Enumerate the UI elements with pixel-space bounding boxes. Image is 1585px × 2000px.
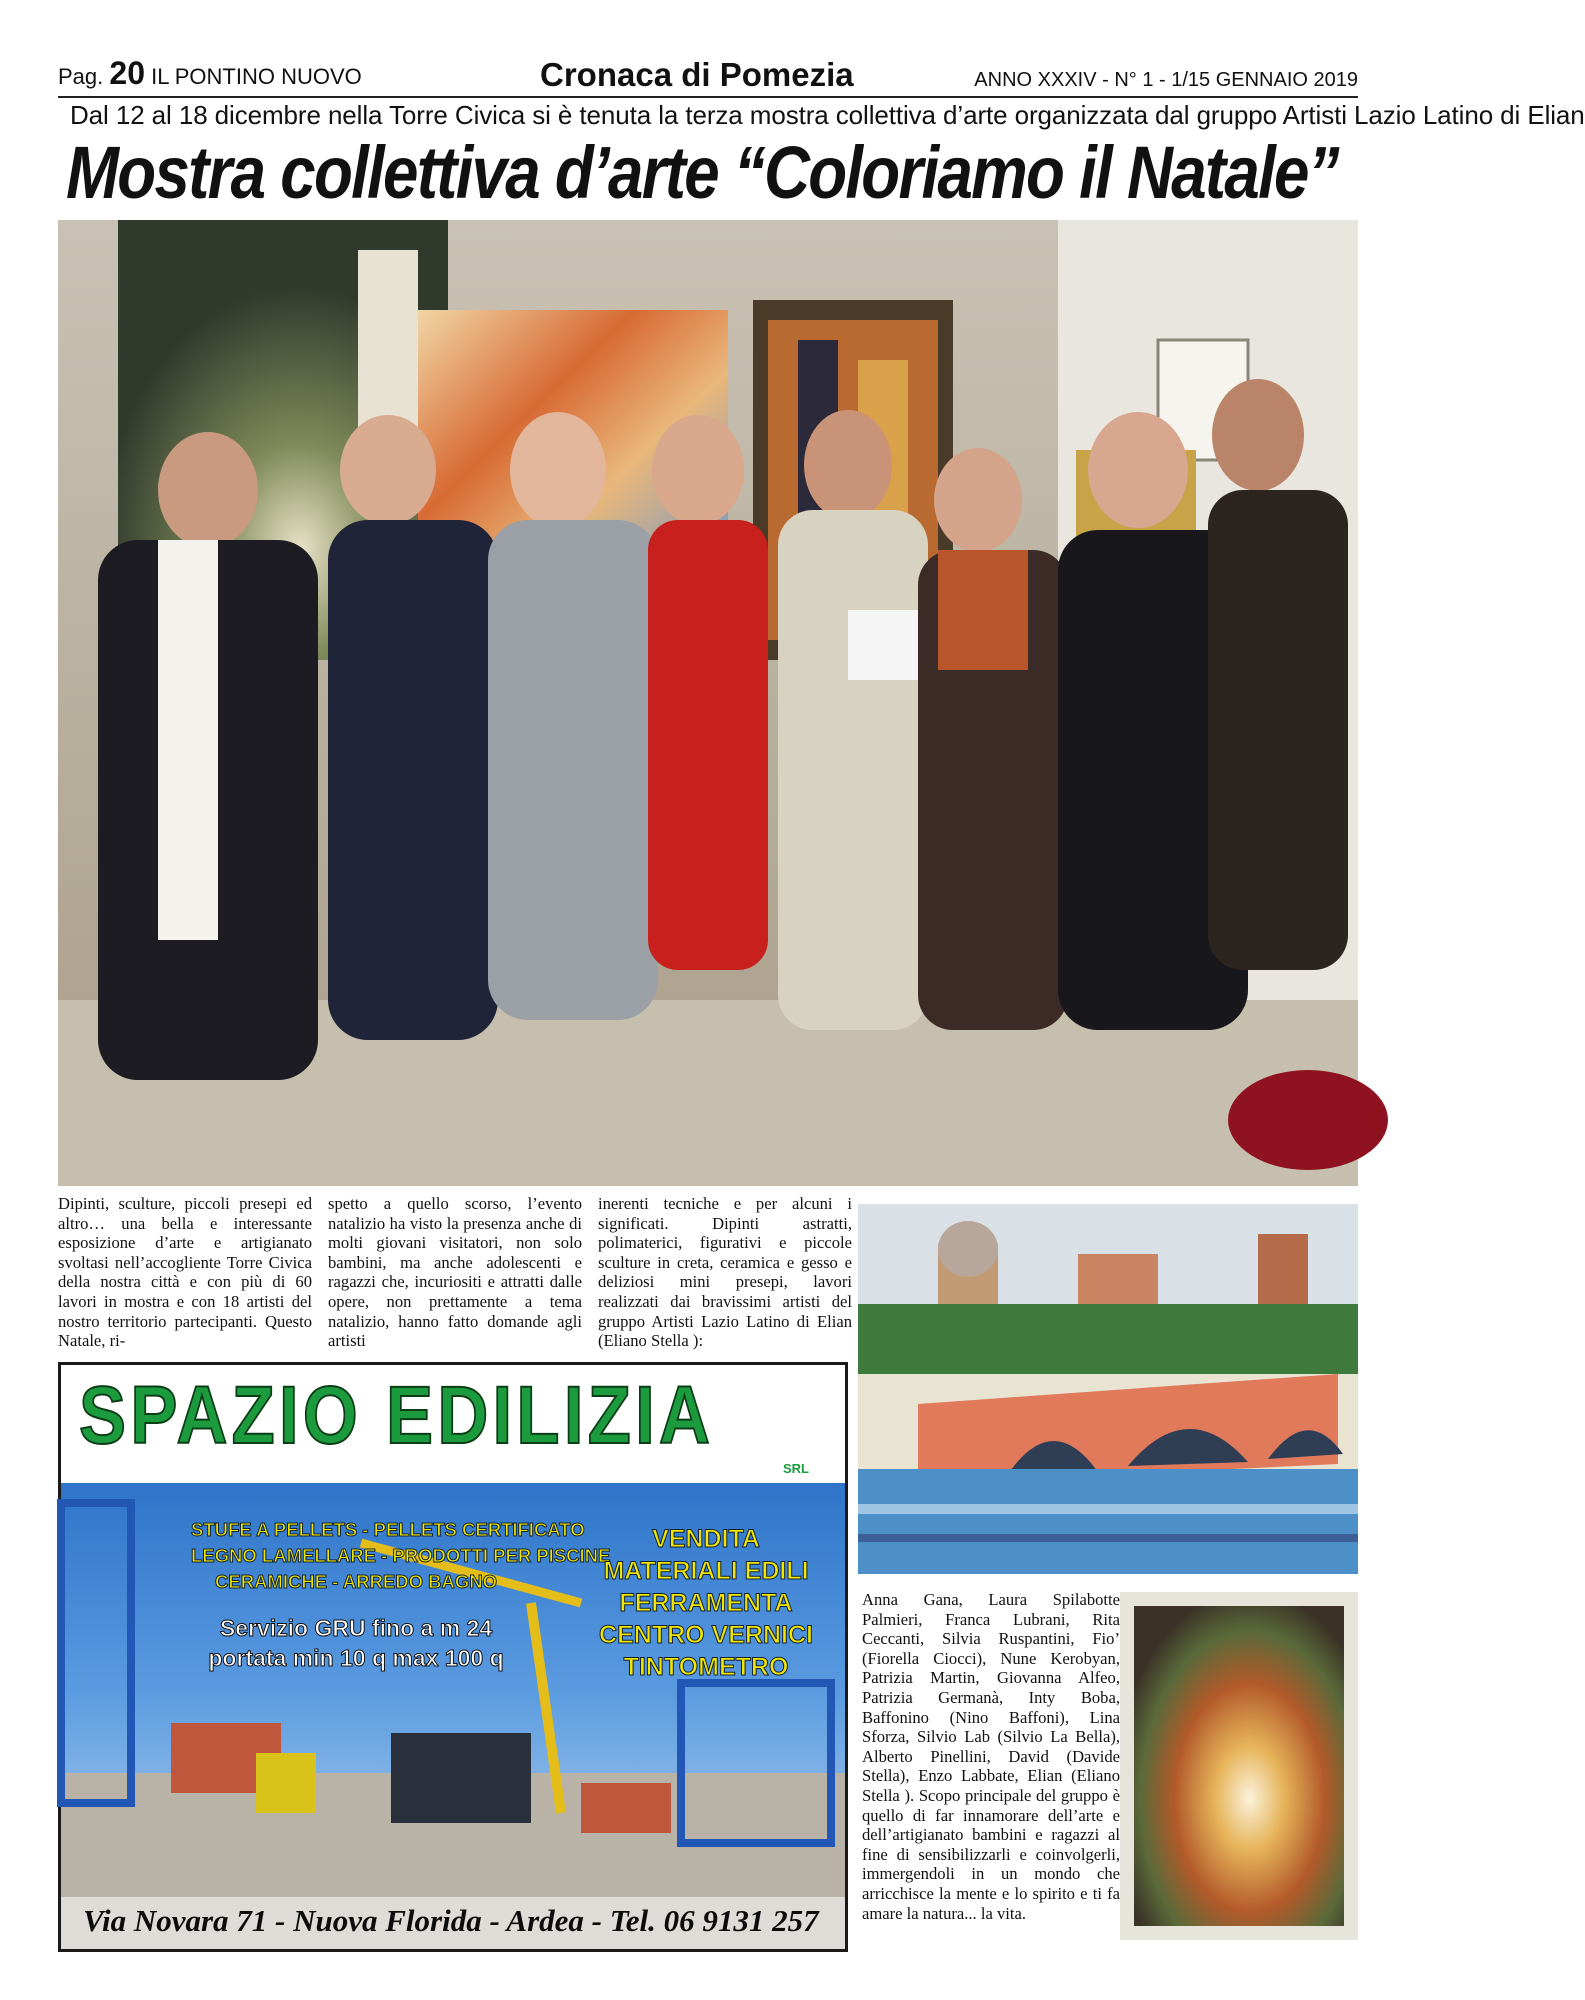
abstract-painting-illustration [1120, 1592, 1358, 1940]
ad-products-left [191, 1517, 611, 1595]
article-subtitle: Dal 12 al 18 dicembre nella Torre Civica si è tenuta la terza mostra collettiva d’arte organizzata dal gruppo Artisti Lazio Latino di Elian [70, 100, 1585, 130]
ad-product-line-1: STUFE A PELLETS - PELLETS CERTIFICATO [191, 1519, 585, 1540]
issue-info: ANNO XXXIV - N° 1 - 1/15 GENNAIO 2019 [974, 69, 1358, 91]
ad-right-line-3: FERRAMENTA [619, 1589, 793, 1617]
article-headline: Mostra collettiva d’arte “Coloriamo il Natale” [66, 131, 1338, 214]
group-photo [58, 220, 1358, 1186]
ad-products-right [581, 1523, 831, 1683]
group-photo-illustration [58, 220, 1358, 1186]
page-number: 20 [109, 55, 145, 91]
section-title: Cronaca di Pomezia [540, 56, 854, 93]
ad-footer [61, 1897, 845, 1949]
newspaper-name: IL PONTINO NUOVO [151, 64, 362, 89]
ad-right-line-5: TINTOMETRO [623, 1653, 789, 1681]
article-column-4: Anna Gana, Laura Spilabotte Palmieri, Franca Lubrani, Rita Ceccanti, Silvia Ruspantini, Fio’ (Fiorella Ciocci), Nune Kerobyan, Patrizia Martin, Giovanna Alfeo, Patrizia Germanà, Inty Boba, Baffonino (Nino Baffoni), Lina Sforza, Silvio Lab (Silvio La Bella), Alberto Pinellini, David (Davide Stella), Enzo Labbate, Elian (Eliano Stella ). Scopo principale del gruppo è quello di far innamorare dell’arte e dell’artigianato bambini e ragazzi al fine di sensibilizzarli e coinvolgerli, immergendoli in un mondo che arricchisce la mente e lo spirito e ti fa amare la natura... la vita. [862, 1590, 1120, 1923]
ad-brand: SPAZIO EDILIZIA [79, 1370, 715, 1461]
ad-photo [61, 1483, 845, 1949]
article-column-1: Dipinti, sculture, piccoli presepi ed altro… una bella e interessante esposizione d’arte e artigianato svoltasi nell’accogliente Torre Civica della nostra città e con più di 60 lavori in mostra e con 18 artisti del nostro territorio partecipanti. Questo Natale, ri- [58, 1194, 312, 1351]
ad-right-line-1: VENDITA [652, 1525, 760, 1553]
article-column-2: spetto a quello scorso, l’evento natalizio ha visto la presenza anche di molti giovani visitatori, non solo bambini, ma anche adolescenti e ragazzi che, incuriositi e attratti dalle opere, non prettamente a tema natalizio, hanno fatto domande agli artisti [328, 1194, 582, 1351]
page-header [58, 56, 1358, 98]
abstract-painting [1120, 1592, 1358, 1940]
spazio-edilizia-ad [58, 1362, 848, 1952]
ad-brand-suffix: SRL [783, 1461, 809, 1476]
article-column-3: inerenti tecniche e per alcuni i significati. Dipinti astratti, polimaterici, figurativi e piccole sculture in creta, ceramica e gesso e deliziosi mini presepi, lavori realizzati dai bravissimi artisti del gruppo Artisti Lazio Latino di Elian (Eliano Stella ): [598, 1194, 852, 1351]
ad-service-line-1: Servizio GRU fino a m 24 [219, 1615, 493, 1641]
ad-crane-service [201, 1613, 511, 1673]
bridge-painting [858, 1204, 1358, 1574]
ad-right-line-2: MATERIALI EDILI [603, 1557, 809, 1585]
bridge-painting-illustration [858, 1204, 1358, 1574]
ad-right-line-4: CENTRO VERNICI [599, 1621, 813, 1649]
header-left [58, 55, 362, 92]
ad-service-line-2: portata min 10 q max 100 q [208, 1645, 504, 1671]
ad-product-line-2: LEGNO LAMELLARE - PRODOTTI PER PISCINE [191, 1545, 611, 1566]
ad-address: Via Novara 71 - Nuova Florida - Ardea - Tel. 06 9131 257 [83, 1903, 819, 1938]
page-prefix: Pag. [58, 64, 104, 89]
ad-product-line-3: CERAMICHE - ARREDO BAGNO [215, 1571, 497, 1592]
